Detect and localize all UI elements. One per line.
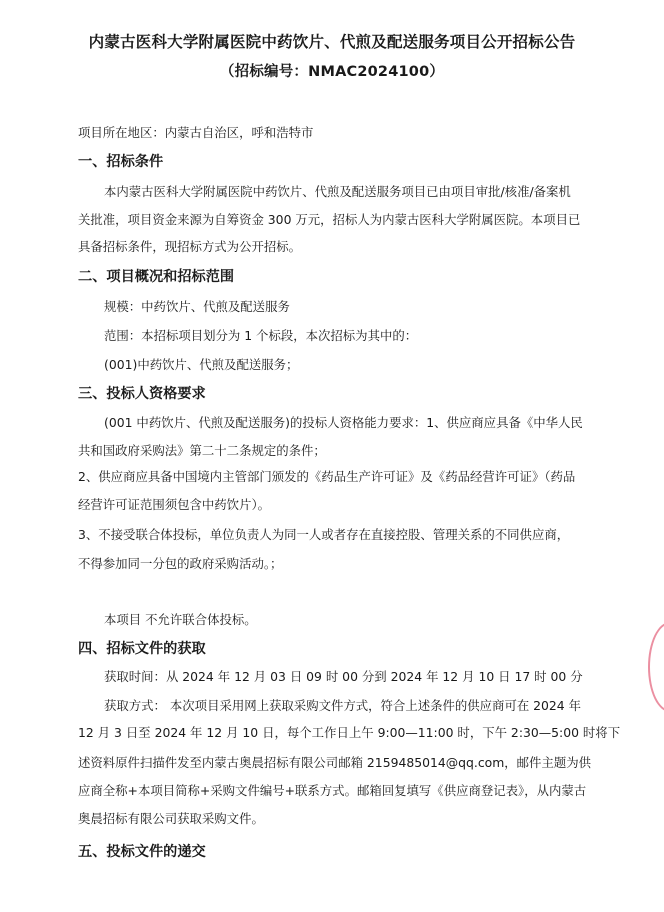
section-4-line: 应商全称+本项目简称+采购文件编号+联系方式。邮箱回复填写《供应商登记表》，从内蒙古	[78, 783, 587, 798]
section-3-line: (001 中药饮片、代煎及配送服务)的投标人资格能力要求：1、供应商应具备《中华人民	[104, 415, 583, 430]
section-1-heading: 一、招标条件	[78, 154, 164, 170]
tender-code: （招标编号：NMAC2024100）	[219, 64, 445, 80]
section-2-line: (001)中药饮片、代煎及配送服务；	[104, 357, 299, 372]
section-1-line: 关批准，项目资金来源为自筹资金 300 万元，招标人为内蒙古医科大学附属医院。本项目已	[78, 212, 581, 227]
section-2-line: 范围：本招标项目划分为 1 个标段，本次招标为其中的：	[104, 328, 418, 343]
red-seal-edge	[648, 622, 664, 712]
section-4-line: 获取方式： 本次项目采用网上获取采购文件方式，符合上述条件的供应商可在 2024 年	[104, 698, 582, 713]
section-1-line: 具备招标条件，现招标方式为公开招标。	[78, 239, 302, 254]
section-2-heading: 二、项目概况和招标范围	[78, 269, 235, 285]
section-3-line: 2、供应商应具备中国境内主管部门颁发的《药品生产许可证》及《药品经营许可证》（药品	[78, 469, 576, 484]
project-location: 项目所在地区：内蒙古自治区，呼和浩特市	[78, 125, 314, 140]
section-4-line: 述资料原件扫描件发至内蒙古奥晨招标有限公司邮箱 2159485014@qq.com，邮件主题为供	[78, 755, 592, 770]
section-4-line: 获取时间：从 2024 年 12 月 03 日 09 时 00 分到 2024 年 12 月 10 日 17 时 00 分	[104, 669, 583, 684]
section-1-line: 本内蒙古医科大学附属医院中药饮片、代煎及配送服务项目已由项目审批/核准/备案机	[104, 184, 571, 199]
section-3-line: 经营许可证范围须包含中药饮片）。	[78, 497, 271, 512]
document-title: 内蒙古医科大学附属医院中药饮片、代煎及配送服务项目公开招标公告	[88, 33, 576, 51]
section-2-line: 规模：中药饮片、代煎及配送服务	[104, 299, 290, 314]
section-3-line: 本项目 不允许联合体投标。	[104, 612, 257, 627]
section-4-line: 奥晨招标有限公司获取采购文件。	[78, 811, 264, 826]
section-4-heading: 四、招标文件的获取	[78, 641, 206, 657]
section-5-heading: 五、投标文件的递交	[78, 844, 206, 860]
section-4-line: 12 月 3 日至 2024 年 12 月 10 日，每个工作日上午 9:00—11:00 时，下午 2:30—5:00 时将下	[78, 725, 621, 740]
section-3-line: 共和国政府采购法》第二十二条规定的条件；	[78, 443, 326, 458]
section-3-line: 不得参加同一分包的政府采购活动。；	[78, 556, 283, 571]
section-3-line: 3、不接受联合体投标，单位负责人为同一人或者存在直接控股、管理关系的不同供应商，	[78, 527, 570, 542]
section-3-heading: 三、投标人资格要求	[78, 386, 206, 402]
